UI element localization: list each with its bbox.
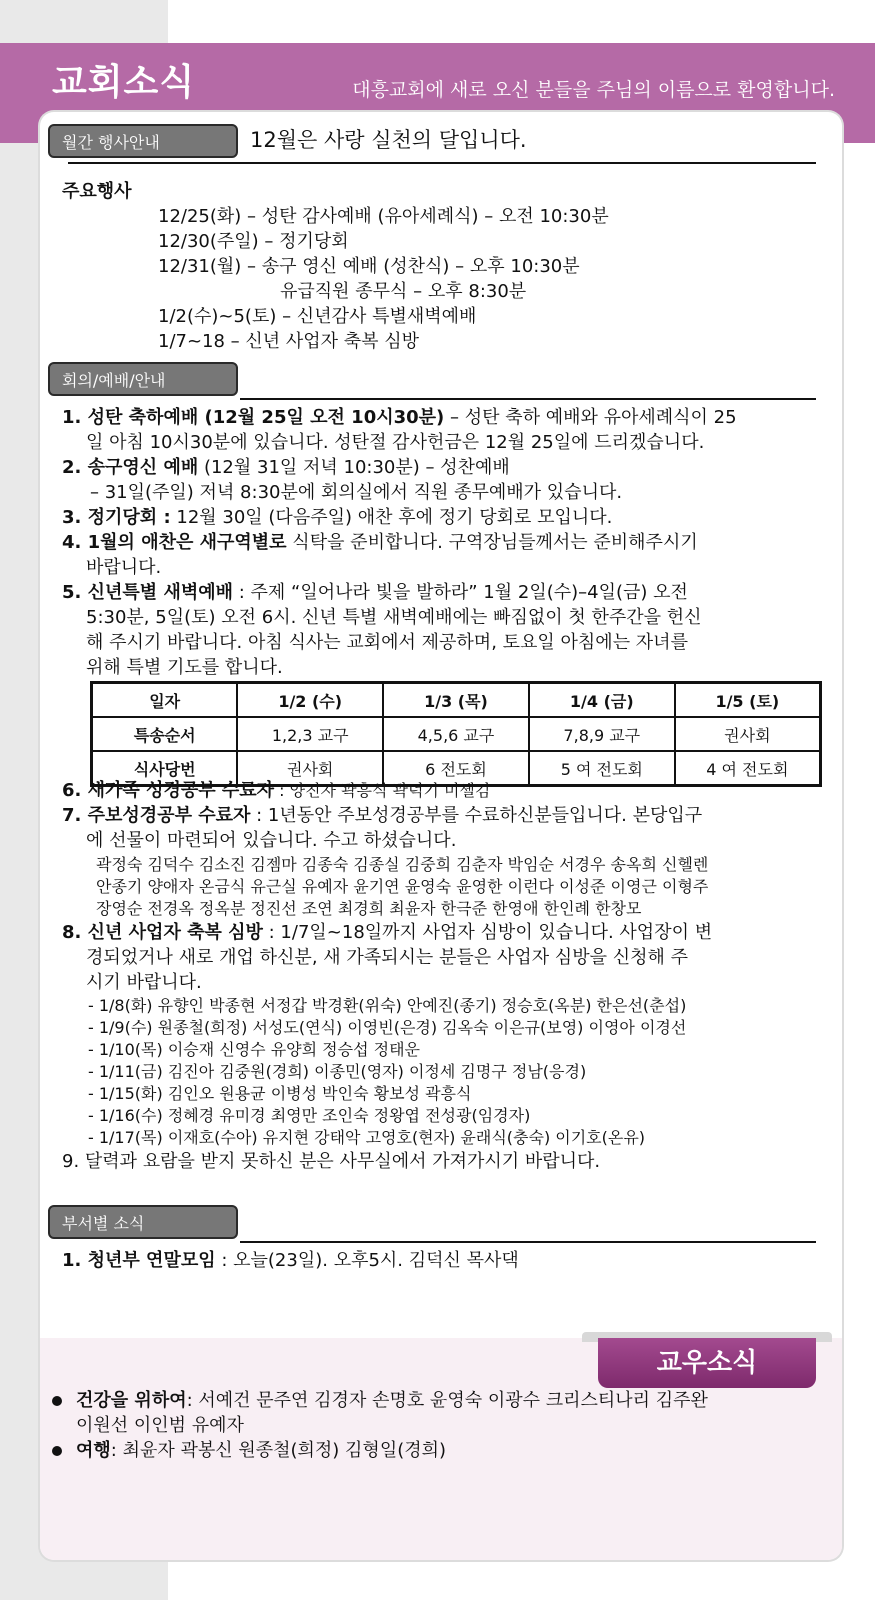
notice-4: 4. 1월의 애찬은 새구역별로 식탁을 준비합니다. 구역장님들께서는 준비해주시기	[62, 532, 698, 553]
event-item: 12/31(월) – 송구 영신 예배 (성찬식) – 오후 10:30분	[158, 256, 580, 277]
main-events-label: 주요행사	[62, 181, 132, 202]
notice-2-line2: – 31일(주일) 저녁 8:30분에 회의실에서 직원 종무예배가 있습니다.	[90, 482, 623, 503]
notice-2: 2. 송구영신 예배 (12월 31일 저녁 10:30분) – 성찬예배	[62, 457, 510, 478]
table-header-cell: 1/3 (목)	[383, 683, 529, 718]
bullet-icon	[52, 1446, 62, 1456]
visit-schedule-item: - 1/10(목) 이승재 신영수 유양희 정승섭 정태운	[88, 1040, 420, 1059]
graduate-names: 장영순 전경옥 정옥분 정진선 조연 최경희 최윤자 한극준 한영애 한인례 한창모	[96, 899, 642, 918]
divider	[240, 1241, 816, 1243]
table-cell: 5 여 전도회	[529, 751, 675, 786]
notice-4-line2: 바랍니다.	[86, 557, 162, 578]
notice-7-line2: 에 선물이 마련되어 있습니다. 수고 하셨습니다.	[86, 830, 457, 851]
visit-schedule-item: - 1/9(수) 원종철(희정) 서성도(연식) 이영빈(은경) 김옥숙 이은규(보영) 이영아 이경선	[88, 1018, 687, 1037]
graduate-names: 안종기 양애자 온금식 유근실 유예자 윤기연 윤영숙 윤영한 이런다 이성준 이영근 이형주	[96, 877, 709, 896]
dept-news-1: 1. 청년부 연말모임 : 오늘(23일). 오후5시. 김덕신 목사댁	[62, 1250, 519, 1271]
dawn-service-table	[90, 681, 822, 787]
visit-schedule-item: - 1/11(금) 김진아 김중원(경희) 이종민(영자) 이정세 김명구 정남(응경)	[88, 1062, 587, 1081]
notice-6: 6. 새가족 성경공부 수료자 : 양진자 곽흥식 곽덕기 미셸김	[62, 780, 491, 801]
monthly-heading: 12월은 사랑 실천의 달입니다.	[250, 128, 527, 152]
notice-5-line3: 해 주시기 바랍니다. 아침 식사는 교회에서 제공하며, 토요일 아침에는 자녀를	[86, 632, 688, 653]
divider	[68, 162, 816, 164]
table-header-cell: 1/5 (토)	[675, 683, 821, 718]
table-cell: 4 여 전도회	[675, 751, 821, 786]
visit-schedule-item: - 1/17(목) 이재호(수아) 유지현 강태악 고영호(현자) 윤래식(충숙) 이기호(온유)	[88, 1128, 646, 1147]
notice-5: 5. 신년특별 새벽예배 : 주제 “일어나라 빛을 발하라” 1월 2일(수)–4일(금) 오전	[62, 582, 688, 603]
notice-8-line2: 경되었거나 새로 개업 하신분, 새 가족되시는 분들은 사업자 심방을 신청해 주	[86, 947, 688, 968]
notice-8: 8. 신년 사업자 축복 심방 : 1/7일~18일까지 사업자 심방이 있습니다. 사업장이 변	[62, 922, 713, 943]
table-header-row	[92, 683, 821, 718]
health-prayer: 건강을 위하여: 서예건 문주연 김경자 손명호 윤영숙 이광수 크리스티나리 김주완	[76, 1390, 708, 1411]
table-cell: 6 전도회	[383, 751, 529, 786]
table-cell: 권사회	[675, 717, 821, 751]
notice-8-line3: 시기 바랍니다.	[86, 972, 202, 993]
notice-1-line2: 일 아침 10시30분에 있습니다. 성탄절 감사헌금은 12월 25일에 드리겠습니다.	[86, 432, 705, 453]
event-item: 12/30(주일) – 정기당회	[158, 231, 349, 252]
visit-schedule-item: - 1/8(화) 유향인 박종현 서정갑 박경환(위숙) 안예진(종기) 정승호(옥분) 한은선(춘섭)	[88, 996, 687, 1015]
notice-9: 9. 달력과 요람을 받지 못하신 분은 사무실에서 가져가시기 바랍니다.	[62, 1151, 601, 1172]
notice-5-line2: 5:30분, 5일(토) 오전 6시. 신년 특별 새벽예배에는 빠짐없이 첫 한주간을 헌신	[86, 607, 702, 628]
event-item: 1/2(수)~5(토) – 신년감사 특별새벽예배	[158, 306, 477, 327]
graduate-names: 곽정숙 김덕수 김소진 김젬마 김종숙 김종실 김중희 김춘자 박임순 서경우 송옥희 신헬렌	[96, 855, 709, 874]
notice-7: 7. 주보성경공부 수료자 : 1년동안 주보성경공부를 수료하신분들입니다. 본당입구	[62, 805, 703, 826]
table-row	[92, 717, 821, 751]
notice-3: 3. 정기당회 : 12월 30일 (다음주일) 애찬 후에 정기 당회로 모입니다.	[62, 507, 613, 528]
divider	[240, 398, 816, 400]
event-item: 유급직원 종무식 – 오후 8:30분	[280, 281, 527, 302]
meeting-tag: 회의/예배/안내	[48, 362, 238, 396]
bullet-icon	[52, 1396, 62, 1406]
alumni-tag: 교우소식	[598, 1338, 816, 1388]
dept-tag: 부서별 소식	[48, 1205, 238, 1239]
table-cell: 4,5,6 교구	[383, 717, 529, 751]
table-cell: 식사당번	[92, 751, 238, 786]
visit-schedule-item: - 1/15(화) 김인오 원용균 이병성 박인숙 황보성 곽흥식	[88, 1084, 472, 1103]
table-cell: 7,8,9 교구	[529, 717, 675, 751]
table-cell: 1,2,3 교구	[237, 717, 383, 751]
notice-5-line4: 위해 특별 기도를 합니다.	[86, 657, 283, 678]
welcome-subtitle: 대흥교회에 새로 오신 분들을 주님의 이름으로 환영합니다.	[352, 79, 835, 101]
table-header-cell: 1/4 (금)	[529, 683, 675, 718]
table-cell: 권사회	[237, 751, 383, 786]
visit-schedule-item: - 1/16(수) 정혜경 유미경 최영만 조인숙 정왕엽 전성광(임경자)	[88, 1106, 531, 1125]
monthly-tag: 월간 행사안내	[48, 124, 238, 158]
travel-news: 여행: 최윤자 곽봉신 원종철(희정) 김형일(경희)	[76, 1440, 447, 1461]
table-header-cell: 일자	[92, 683, 238, 718]
table-header-cell: 1/2 (수)	[237, 683, 383, 718]
health-prayer-line2: 이원선 이인범 유예자	[76, 1415, 244, 1436]
notice-1: 1. 성탄 축하예배 (12월 25일 오전 10시30분) – 성탄 축하 예배와 유아세례식이 25	[62, 407, 737, 428]
page-title: 교회소식	[52, 62, 196, 103]
table-cell: 특송순서	[92, 717, 238, 751]
event-item: 12/25(화) – 성탄 감사예배 (유아세례식) – 오전 10:30분	[158, 206, 609, 227]
event-item: 1/7~18 – 신년 사업자 축복 심방	[158, 331, 420, 352]
